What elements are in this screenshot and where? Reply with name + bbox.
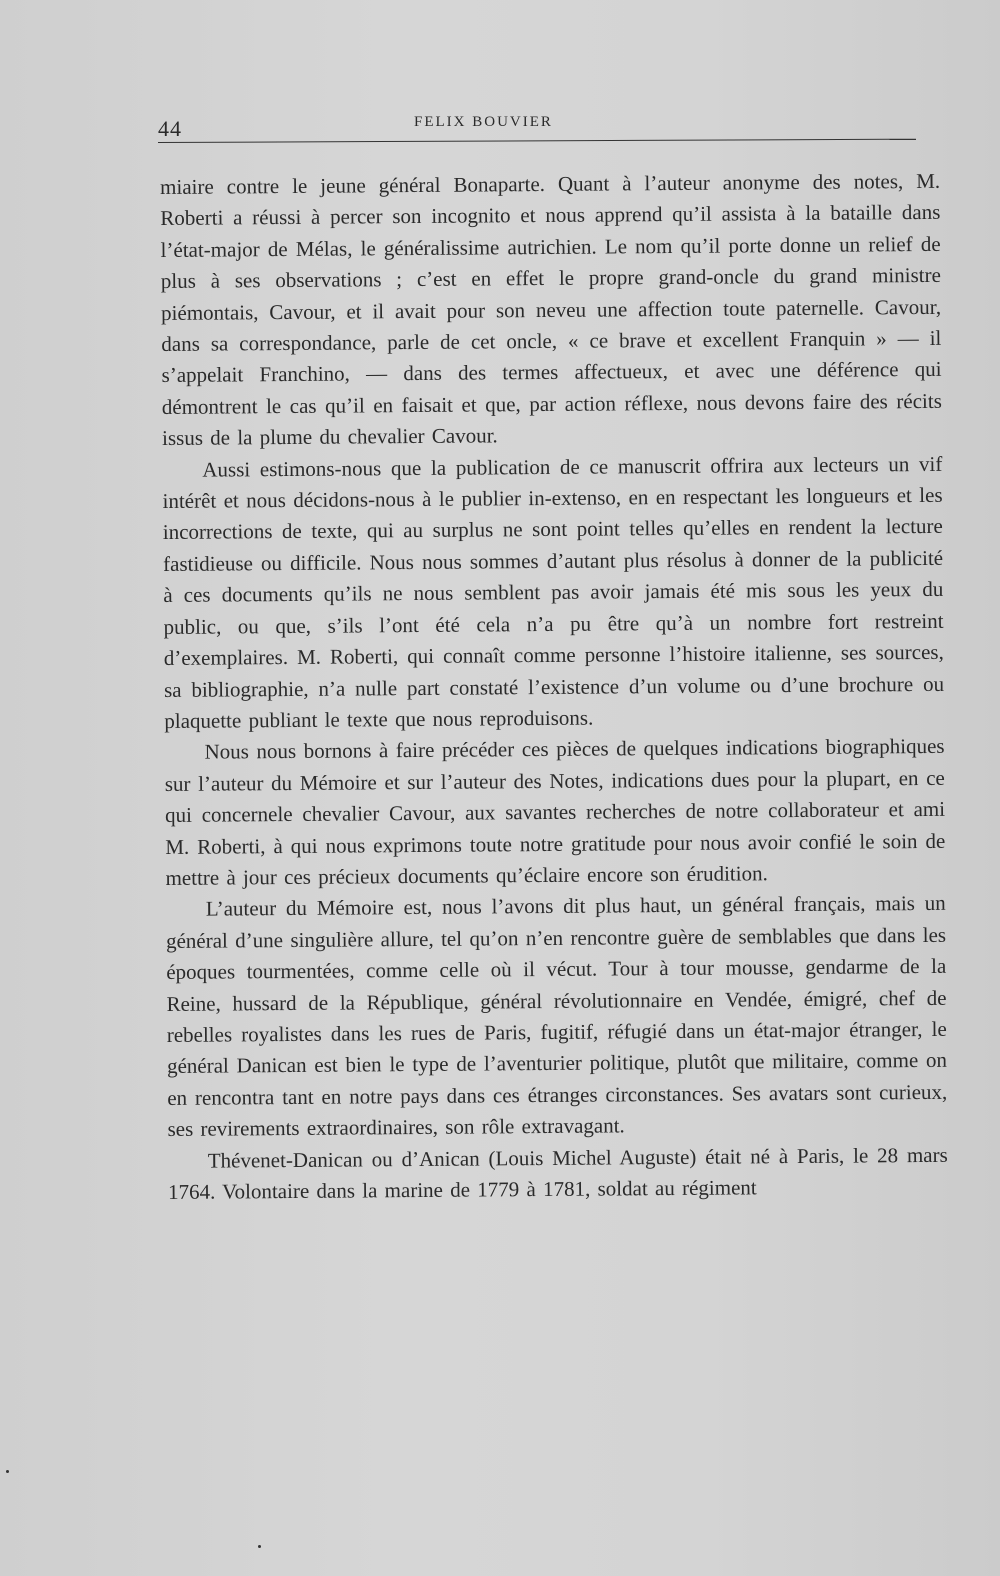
body-text: [160, 166, 948, 1209]
paper-speck: [258, 1545, 261, 1548]
paragraph: Nous nous bornons à faire précéder ces pièces de quelques indications biographiques sur l’auteur du Mémoire et sur l’auteur des Notes, indications dues pour la plupart, en ce qui concernele chevalier Cavour, aux savantes recherches de notre collaborateur et ami M. Roberti, à qui nous exprimons toute notre gratitude pour nous avoir confié le soin de mettre à jour ces précieux documents qu’éclaire encore son érudition.: [164, 734, 946, 890]
running-head: FELIX BOUVIER: [414, 114, 553, 130]
paragraph: Thévenet-Danican ou d’Anican (Louis Michel Auguste) était né à Paris, le 28 mars 1764. Volontaire dans la marine de 1779 à 1781, soldat au régiment: [167, 1142, 948, 1204]
paper-speck: [6, 1470, 9, 1473]
paragraph: miaire contre le jeune général Bonaparte. Quant à l’auteur anonyme des notes, M. Roberti a réussi à percer son incognito et nous apprend qu’il assista à la bataille dans l’état-major de Mélas, le généralissime autrichien. Le nom qu’il porte donne un relief de plus à ses observations ; c’est en effet le propre grand-oncle du grand ministre piémontais, Cavour, et il avait pour son neveu une affection toute paternelle. Cavour, dans sa correspondance, parle de cet oncle, « ce brave et excellent Franquin » — il s’appelait Franchino, — dans des termes affectueux, et avec une déférence qui démontrent le cas qu’il en faisait et que, par action réflexe, nous devons faire des récits issus de la plume du chevalier Cavour.: [160, 168, 942, 451]
page-number: 44: [158, 116, 182, 141]
paragraph: Aussi estimons-nous que la publication de ce manuscrit offrira aux lecteurs un vif intérêt et nous décidons-nous à le publier in-extenso, en en respectant les longueurs et les incorrections de texte, qui au surplus ne sont point telles qu’elles en rendent la lecture fastidieuse ou difficile. Nous nous sommes d’autant plus résolus à donner de la publicité à ces documents qu’ils ne nous semblent pas avoir jamais été mis sous les yeux du public, ou que, s’ils l’ont été cela n’a pu être qu’à un nombre fort restreint d’exemplaires. M. Roberti, qui connaît comme personne l’histoire italienne, ses sources, sa bibliographie, n’a nulle part constaté l’existence d’un volume ou d’une brochure ou plaquette publiant le texte que nous reproduisons.: [162, 451, 945, 733]
paragraph: L’auteur du Mémoire est, nous l’avons dit plus haut, un général français, mais un général d’une singulière allure, tel qu’on n’en rencontre guère de semblables que dans les époques tourmentées, comme celle où il vécut. Tour à tour mousse, gendarme de la Reine, hussard de la République, général révolutionnaire en Vendée, émigré, chef de rebelles royalistes dans les rues de Paris, fugitif, réfugié dans un état-major étranger, le général Danican est bien le type de l’aventurier politique, plutôt que militaire, comme on en rencontra tant en notre pays dans ces étranges circonstances. Ses avatars sont curieux, ses revirements extraordinaires, son rôle extravagant.: [165, 891, 948, 1142]
